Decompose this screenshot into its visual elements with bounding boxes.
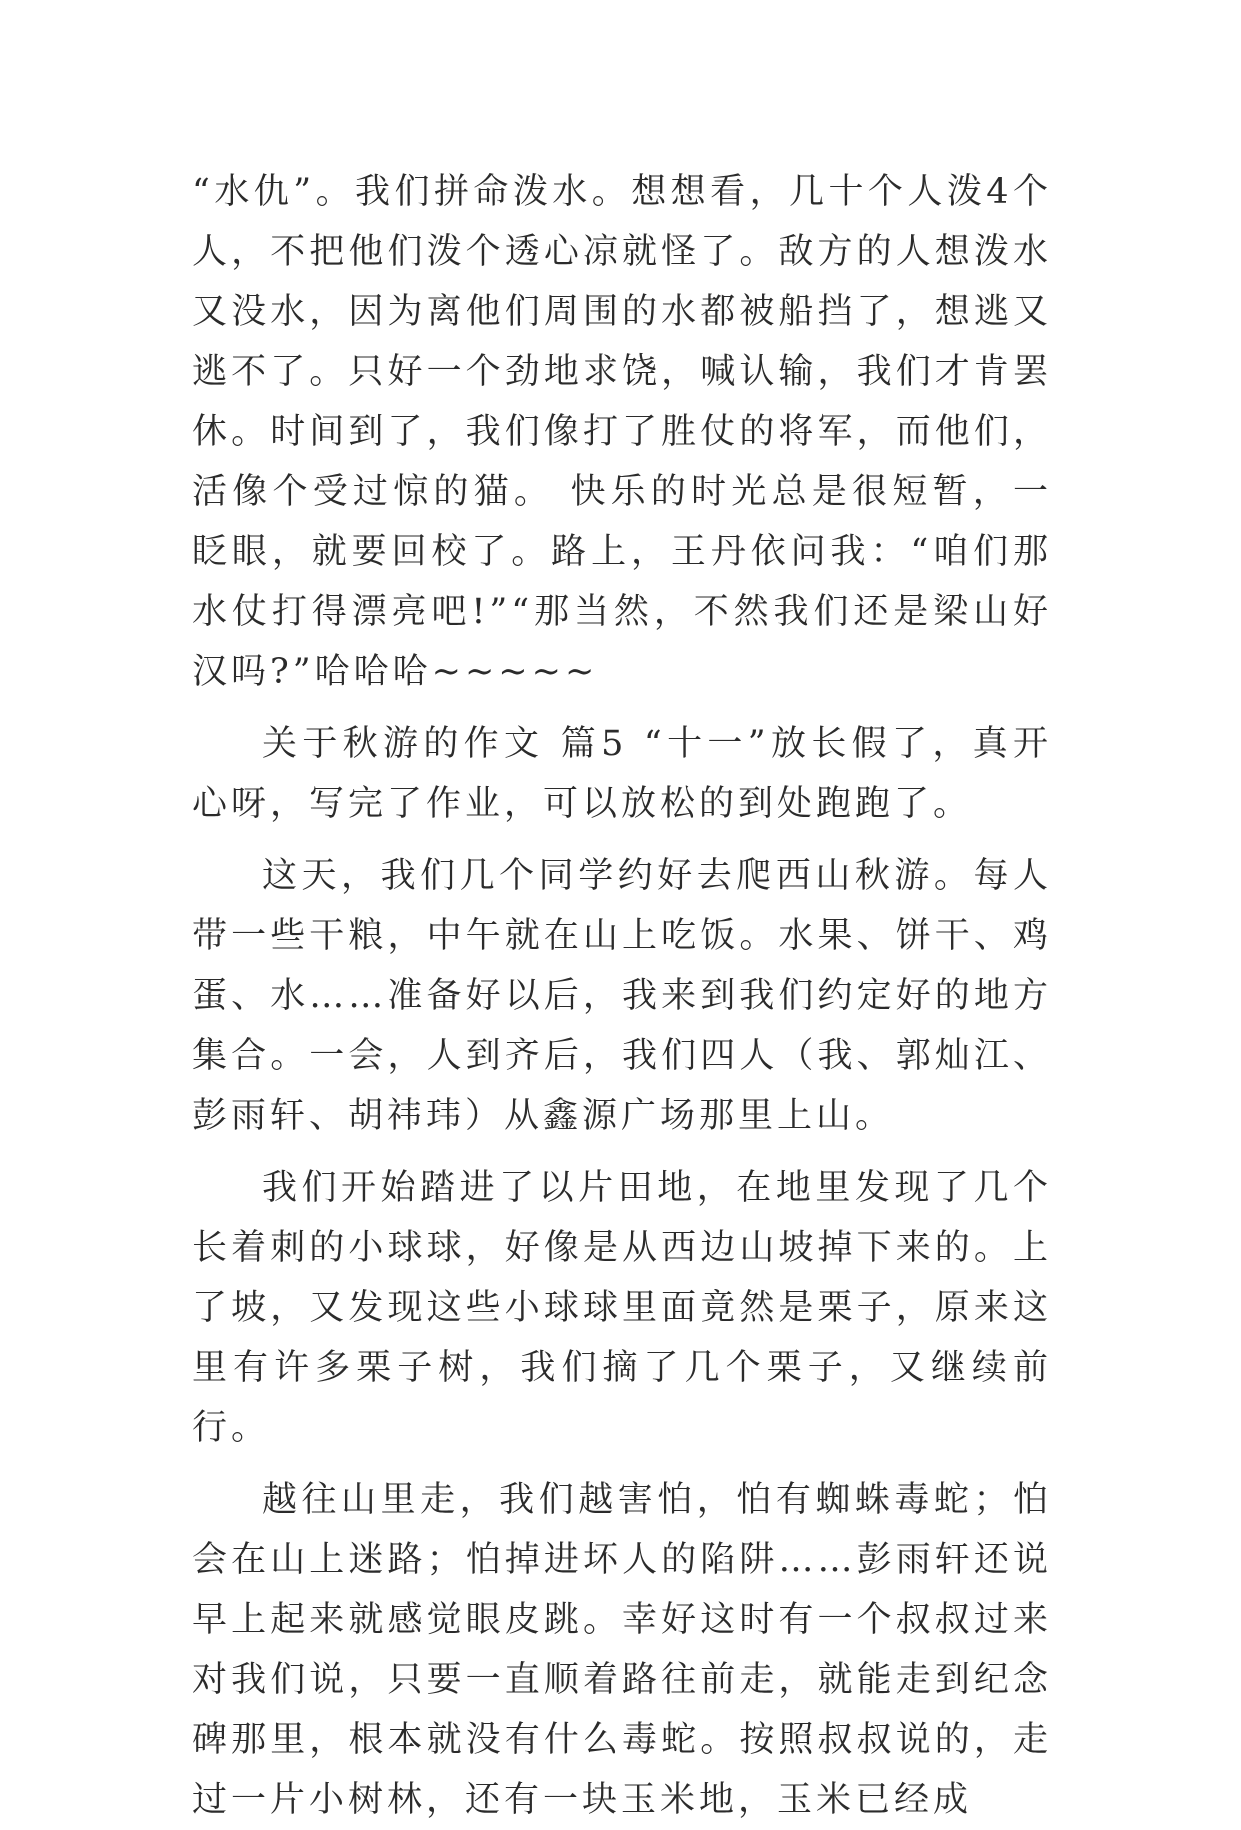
paragraph-3: 这天，我们几个同学约好去爬西山秋游。每人带一些干粮，中午就在山上吃饭。水果、饼干、鸡蛋、水……准备好以后，我来到我们约定好的地方集合。一会，人到齐后，我们四人（我、郭灿江、彭雨轩、胡祎玮）从鑫源广场那里上山。 [192,856,1052,1136]
paragraph-1: “水仇”。我们拼命泼水。想想看，几十个人泼4个人，不把他们泼个透心凉就怪了。敌方的人想泼水又没水，因为离他们周围的水都被船挡了，想逃又逃不了。只好一个劲地求饶，喊认输，我们才肯罢休。时间到了，我们像打了胜仗的将军，而他们，活像个受过惊的猫。 快乐的时光总是很短暂，一眨眼，就要回校了。路上，王丹依问我：“咱们那水仗打得漂亮吧!”“那当然，不然我们还是梁山好汉吗?”哈哈哈~~~~~ [192,172,1052,692]
paragraph-5: 越往山里走，我们越害怕，怕有蜘蛛毒蛇；怕会在山上迷路；怕掉进坏人的陷阱……彭雨轩还说早上起来就感觉眼皮跳。幸好这时有一个叔叔过来对我们说，只要一直顺着路往前走，就能走到纪念碑那里，根本就没有什么毒蛇。按照叔叔说的，走过一片小树林，还有一块玉米地，玉米已经成 [192,1480,1052,1820]
document-body [192,162,1052,1830]
paragraph-2: 关于秋游的作文 篇5 “十一”放长假了，真开心呀，写完了作业，可以放松的到处跑跑了。 [192,724,1052,824]
paragraph-4: 我们开始踏进了以片田地，在地里发现了几个长着刺的小球球，好像是从西边山坡掉下来的。上了坡，又发现这些小球球里面竟然是栗子，原来这里有许多栗子树，我们摘了几个栗子，又继续前行。 [192,1168,1052,1448]
